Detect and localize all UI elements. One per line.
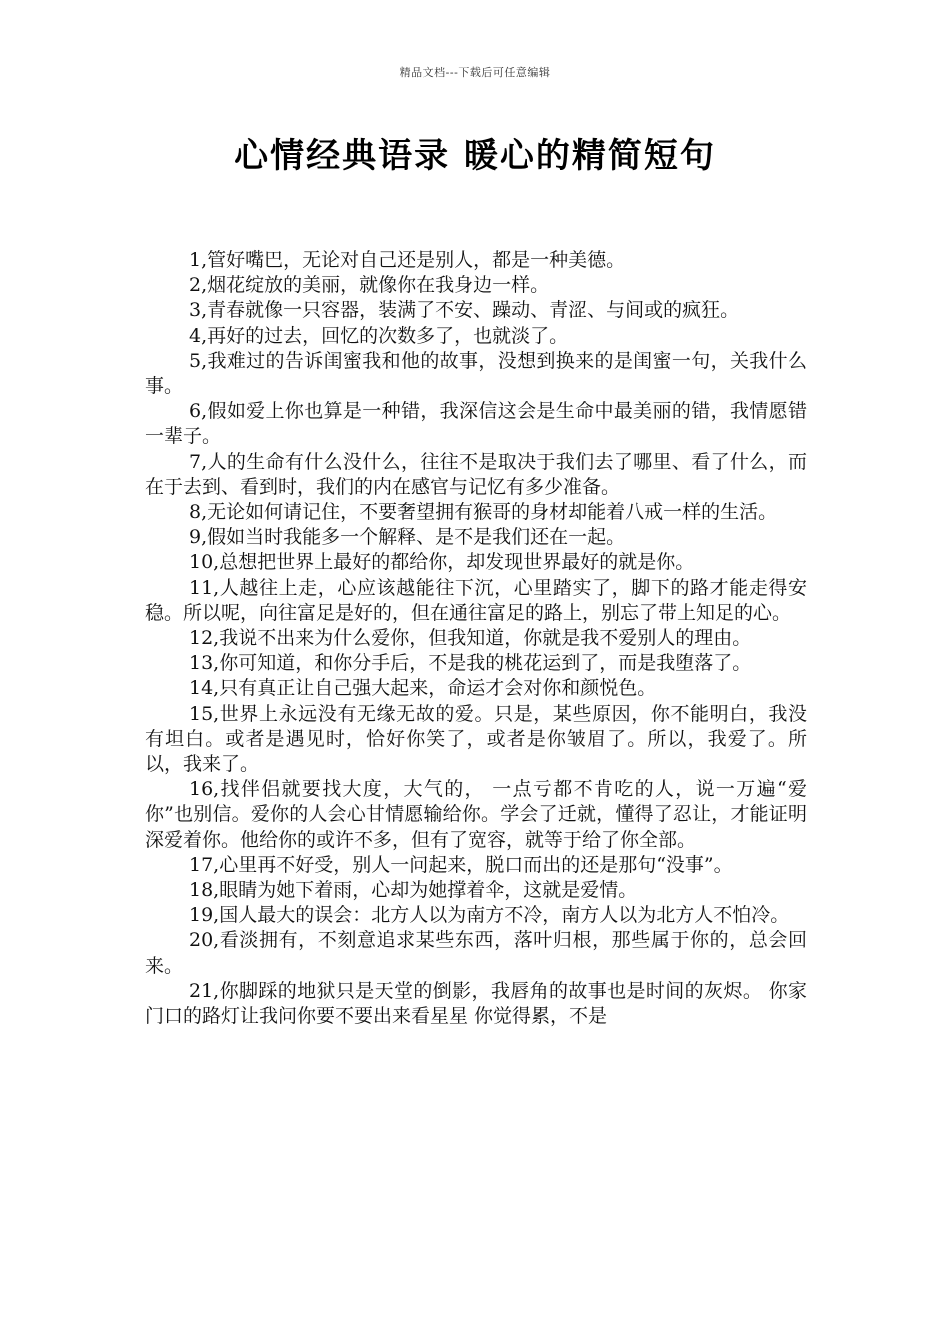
- quote-paragraph-6: 6,假如爱上你也算是一种错，我深信这会是生命中最美丽的错，我情愿错一辈子。: [145, 400, 807, 448]
- quote-paragraph-2: 2,烟花绽放的美丽，就像你在我身边一样。: [189, 274, 550, 297]
- quote-paragraph-7: 7,人的生命有什么没什么，往往不是取决于我们去了哪里、看了什么，而在于去到、看到时，我们的内在感官与记忆有多少准备。: [145, 450, 807, 498]
- document-title: 心情经典语录 暖心的精简短句: [234, 136, 716, 176]
- quote-paragraph-17: 17,心里再不好受，别人一问起来，脱口而出的还是那句“没事”。: [189, 853, 733, 876]
- quote-paragraph-13: 13,你可知道，和你分手后，不是我的桃花运到了，而是我堕落了。: [189, 652, 752, 675]
- quote-paragraph-14: 14,只有真正让自己强大起来，命运才会对你和颜悦色。: [189, 677, 657, 700]
- document-body: [145, 248, 807, 1029]
- header-note: 精品文档---下载后可任意编辑: [399, 66, 551, 79]
- quote-paragraph-18: 18,眼睛为她下着雨，心却为她撑着伞，这就是爱情。: [189, 879, 638, 902]
- quote-paragraph-8: 8,无论如何请记住，不要奢望拥有猴哥的身材却能着八戒一样的生活。: [189, 501, 778, 524]
- quote-paragraph-10: 10,总想把世界上最好的都给你，却发现世界最好的就是你。: [189, 551, 695, 574]
- quote-paragraph-15: 15,世界上永远没有无缘无故的爱。只是，某些原因，你不能明白，我没有坦白。或者是遇见时，恰好你笑了，或者是你皱眉了。所以，我爱了。所以，我来了。: [145, 702, 807, 776]
- quote-paragraph-9: 9,假如当时我能多一个解释、是不是我们还在一起。: [189, 526, 626, 549]
- quote-paragraph-19: 19,国人最大的误会：北方人以为南方不冷，南方人以为北方人不怕冷。: [189, 904, 790, 927]
- quote-paragraph-5: 5,我难过的告诉闺蜜我和他的故事，没想到换来的是闺蜜一句，关我什么事。: [145, 349, 807, 398]
- quote-paragraph-12: 12,我说不出来为什么爱你，但我知道，你就是我不爱别人的理由。: [189, 627, 752, 650]
- quote-paragraph-3: 3,青春就像一只容器，装满了不安、躁动、青涩、与间或的疯狂。: [189, 299, 740, 322]
- quote-paragraph-11: 11,人越往上走，心应该越能往下沉，心里踏实了，脚下的路才能走得安稳。所以呢，向往富足是好的，但在通往富足的路上，别忘了带上知足的心。: [145, 576, 807, 624]
- quote-paragraph-16: 16,找伴侣就要找大度，大气的， 一点亏都不肯吃的人，说一万遍“爱你”也别信。爱你的人会心甘情愿输给你。学会了迁就，懂得了忍让，才能证明深爱着你。他给你的或许不多，但有了宽容，就等于给了你全部。: [145, 778, 807, 851]
- quote-paragraph-21: 21,你脚踩的地狱只是天堂的倒影，我唇角的故事也是时间的灰烬。 你家门口的路灯让我问你要不要出来看星星 你觉得累，不是: [145, 979, 807, 1028]
- quote-paragraph-4: 4,再好的过去，回忆的次数多了，也就淡了。: [189, 324, 569, 347]
- quote-paragraph-20: 20,看淡拥有，不刻意追求某些东西，落叶归根，那些属于你的，总会回来。: [145, 929, 807, 977]
- quote-paragraph-1: 1,管好嘴巴，无论对自己还是别人，都是一种美德。: [189, 249, 626, 271]
